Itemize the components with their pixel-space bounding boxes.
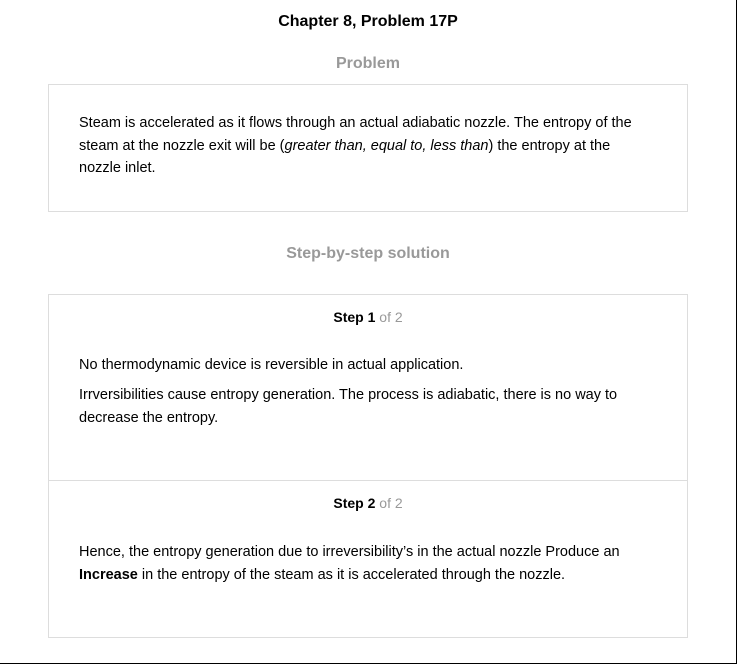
step-divider (49, 480, 687, 481)
step-of-total: of 2 (379, 495, 403, 511)
solution-box (48, 294, 688, 638)
step-1-header (49, 308, 687, 326)
step-2-paragraph: Hence, the entropy generation due to irreversibility’s in the actual nozzle Produce an Increase in the entropy of the steam as it is accelerated through the nozzle. (79, 544, 620, 583)
problem-box (48, 84, 688, 212)
step-1-paragraph-1: No thermodynamic device is reversible in actual application. (79, 357, 464, 373)
step-label: Step (333, 495, 364, 511)
step-number: 1 (367, 309, 376, 325)
problem-options: greater than, equal to, less than (284, 137, 489, 154)
problem-text: Steam is accelerated as it flows through an actual adiabatic nozzle. The entropy of the steam at the nozzle exit will be (greater than, equal to, less than) the entropy at the nozzle inlet. (79, 115, 632, 176)
step-of-total: of 2 (379, 309, 403, 325)
emphasis-increase: Increase (79, 566, 138, 583)
solution-heading: Step-by-step solution (286, 245, 450, 262)
step-label: Step (333, 309, 364, 325)
step-1-paragraph-2: Irrversibilities cause entropy generation. The process is adiabatic, there is no way to decrease the entropy. (79, 387, 618, 426)
step-2-header (49, 494, 687, 512)
step-number: 2 (367, 495, 376, 511)
chapter-title: Chapter 8, Problem 17P (278, 13, 458, 30)
problem-heading: Problem (335, 55, 400, 72)
